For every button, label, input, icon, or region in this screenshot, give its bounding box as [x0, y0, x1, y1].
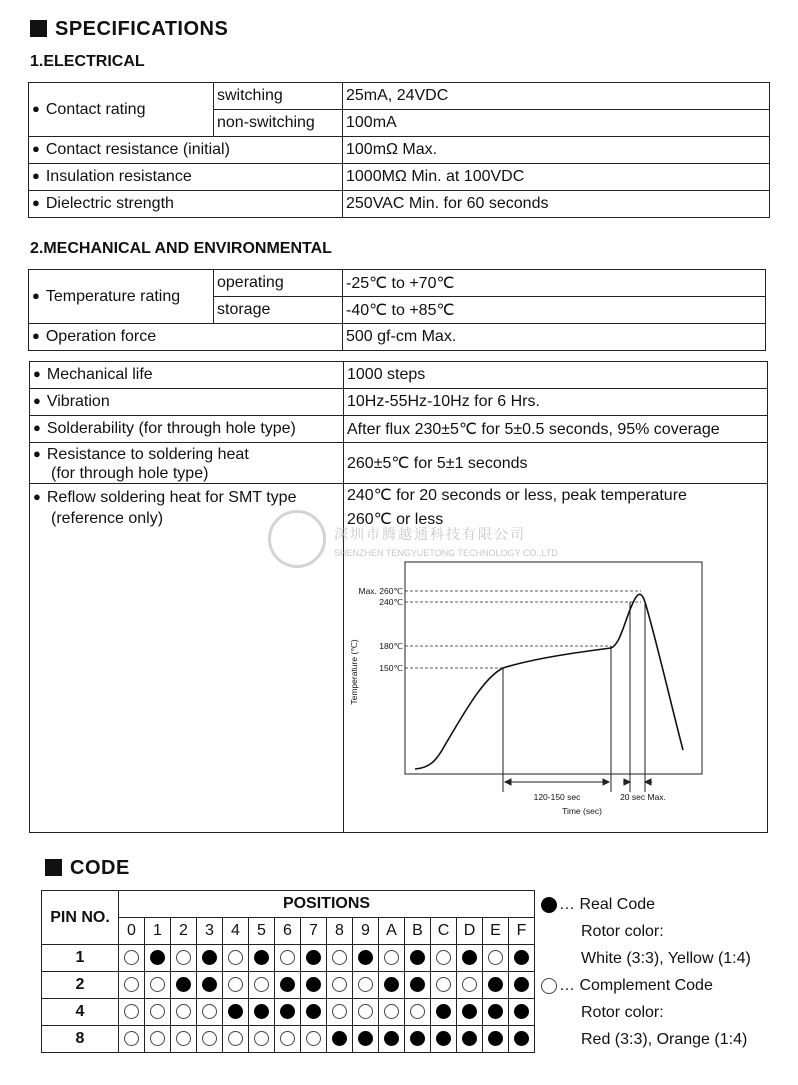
code-cell: [353, 1026, 379, 1053]
position-header: D: [457, 918, 483, 945]
open-dot-icon: [124, 977, 139, 992]
code-cell: [457, 945, 483, 972]
page-title: [30, 18, 228, 41]
code-cell: [171, 999, 197, 1026]
filled-dot-icon: [488, 1004, 503, 1019]
code-cell: [249, 1026, 275, 1053]
open-dot-icon: [306, 1031, 321, 1046]
code-cell: [171, 972, 197, 999]
filled-dot-icon: [436, 1031, 451, 1046]
code-cell: [301, 945, 327, 972]
code-cell: [301, 999, 327, 1026]
filled-dot-icon: [410, 977, 425, 992]
square-bullet-icon: [45, 859, 62, 876]
filled-dot-icon: [306, 950, 321, 965]
mechanical-life-label: ● Mechanical life: [30, 362, 344, 389]
filled-dot-icon: [541, 897, 557, 913]
code-cell: [249, 945, 275, 972]
legend-colors1: White (3:3), Yellow (1:4): [581, 950, 751, 967]
code-cell: [197, 1026, 223, 1053]
legend-rotor1: Rotor color:: [581, 923, 664, 940]
code-cell: [223, 972, 249, 999]
mechanical-table-1: [28, 269, 766, 351]
dielectric-label: ● Dielectric strength: [29, 191, 343, 218]
reflow-profile-chart: [345, 560, 705, 822]
filled-dot-icon: [384, 977, 399, 992]
pin-number: 1: [42, 945, 119, 972]
position-header: 5: [249, 918, 275, 945]
code-cell: [431, 972, 457, 999]
code-cell: [301, 972, 327, 999]
solderability-value: After flux 230±5℃ for 5±0.5 seconds, 95% coverage: [344, 416, 768, 443]
filled-dot-icon: [514, 1004, 529, 1019]
resistance-heat-label: [30, 443, 344, 484]
reflow-value-line1: 240℃ for 20 seconds or less, peak temperature: [347, 487, 687, 504]
storage-label: storage: [214, 297, 343, 324]
filled-dot-icon: [358, 1031, 373, 1046]
code-cell: [431, 945, 457, 972]
open-dot-icon: [150, 1031, 165, 1046]
open-dot-icon: [254, 1031, 269, 1046]
switching-value: 25mA, 24VDC: [343, 83, 770, 110]
code-cell: [119, 1026, 145, 1053]
open-dot-icon: [280, 950, 295, 965]
code-cell: [353, 999, 379, 1026]
arrow-soak-right: [603, 779, 609, 785]
filled-dot-icon: [280, 977, 295, 992]
annotation-soak: 120-150 sec: [533, 792, 581, 802]
code-cell: [327, 945, 353, 972]
code-cell: [327, 972, 353, 999]
filled-dot-icon: [436, 1004, 451, 1019]
filled-dot-icon: [228, 1004, 243, 1019]
pin-number: 4: [42, 999, 119, 1026]
tick-240: 240℃: [379, 597, 403, 607]
position-header: 7: [301, 918, 327, 945]
code-title-text: CODE: [70, 857, 130, 879]
watermark-cn: 深圳市腾越通科技有限公司: [334, 526, 526, 542]
open-dot-icon: [358, 977, 373, 992]
code-cell: [197, 972, 223, 999]
code-cell: [171, 1026, 197, 1053]
arrow-peak-right: [645, 779, 651, 785]
position-header: B: [405, 918, 431, 945]
code-row: [42, 999, 535, 1026]
position-header: 1: [145, 918, 171, 945]
open-dot-icon: [436, 977, 451, 992]
code-cell: [119, 945, 145, 972]
resistance-heat-line1: ● Resistance to soldering heat: [33, 446, 249, 463]
code-cell: [379, 945, 405, 972]
code-row: [42, 1026, 535, 1053]
open-dot-icon: [176, 950, 191, 965]
open-dot-icon: [228, 1031, 243, 1046]
code-cell: [197, 945, 223, 972]
pin-number: 8: [42, 1026, 119, 1053]
mechanical-life-value: 1000 steps: [344, 362, 768, 389]
code-cell: [275, 1026, 301, 1053]
code-cell: [119, 999, 145, 1026]
code-cell: [457, 999, 483, 1026]
open-dot-icon: [384, 950, 399, 965]
filled-dot-icon: [358, 950, 373, 965]
legend-real: [541, 896, 655, 914]
filled-dot-icon: [306, 977, 321, 992]
open-dot-icon: [384, 1004, 399, 1019]
code-cell: [353, 945, 379, 972]
resistance-heat-line2: (for through hole type): [51, 464, 209, 482]
filled-dot-icon: [306, 1004, 321, 1019]
code-cell: [483, 999, 509, 1026]
open-dot-icon: [332, 977, 347, 992]
code-cell: [275, 972, 301, 999]
legend-rotor2: Rotor color:: [581, 1004, 664, 1021]
code-cell: [301, 1026, 327, 1053]
code-cell: [171, 945, 197, 972]
operating-value: -25℃ to +70℃: [343, 270, 766, 297]
open-dot-icon: [462, 977, 477, 992]
code-cell: [457, 1026, 483, 1053]
code-cell: [145, 1026, 171, 1053]
filled-dot-icon: [462, 950, 477, 965]
company-logo-icon: [268, 510, 326, 568]
code-cell: [379, 1026, 405, 1053]
code-cell: [431, 999, 457, 1026]
annotation-peak: 20 sec Max.: [620, 792, 666, 802]
position-header: E: [483, 918, 509, 945]
code-cell: [509, 1026, 535, 1053]
open-dot-icon: [202, 1004, 217, 1019]
open-dot-icon: [332, 1004, 347, 1019]
legend-colors2: Red (3:3), Orange (1:4): [581, 1031, 748, 1048]
time-markers: [503, 602, 645, 792]
resistance-heat-value: 260±5℃ for 5±1 seconds: [344, 443, 768, 484]
code-cell: [483, 1026, 509, 1053]
position-header: 4: [223, 918, 249, 945]
position-header: F: [509, 918, 535, 945]
operation-force-value: 500 gf-cm Max.: [343, 324, 766, 351]
pin-header: PIN NO.: [42, 891, 119, 945]
filled-dot-icon: [384, 1031, 399, 1046]
reflow-value-line2: 260℃ or less: [347, 511, 444, 528]
vibration-label: ● Vibration: [30, 389, 344, 416]
y-axis-label: Temperature (℃): [349, 639, 359, 705]
code-cell: [249, 972, 275, 999]
position-header: C: [431, 918, 457, 945]
position-header: 2: [171, 918, 197, 945]
filled-dot-icon: [202, 977, 217, 992]
tick-150: 150℃: [379, 663, 403, 673]
code-cell: [145, 999, 171, 1026]
electrical-table: [28, 82, 770, 218]
tick-180: 180℃: [379, 641, 403, 651]
watermark-en: SHENZHEN TENGYUETONG TECHNOLOGY CO.,LTD: [334, 548, 558, 558]
code-cell: [275, 999, 301, 1026]
square-bullet-icon: [30, 20, 47, 37]
reflow-line1: ● Reflow soldering heat for SMT type: [33, 489, 296, 506]
filled-dot-icon: [462, 1031, 477, 1046]
positions-header: POSITIONS: [119, 891, 535, 918]
tick-260: Max. 260℃: [358, 586, 403, 596]
contact-rating-label: ● Contact rating: [29, 83, 214, 137]
filled-dot-icon: [280, 1004, 295, 1019]
code-title: [45, 857, 130, 880]
storage-value: -40℃ to +85℃: [343, 297, 766, 324]
open-dot-icon: [228, 977, 243, 992]
code-cell: [275, 945, 301, 972]
code-cell: [431, 1026, 457, 1053]
operation-force-label: ● Operation force: [29, 324, 343, 351]
open-dot-icon: [254, 977, 269, 992]
dielectric-value: 250VAC Min. for 60 seconds: [343, 191, 770, 218]
open-dot-icon: [176, 1031, 191, 1046]
code-cell: [457, 972, 483, 999]
code-cell: [327, 1026, 353, 1053]
filled-dot-icon: [488, 977, 503, 992]
filled-dot-icon: [332, 1031, 347, 1046]
code-cell: [145, 945, 171, 972]
code-cell: [483, 945, 509, 972]
non-switching-value: 100mA: [343, 110, 770, 137]
open-dot-icon: [124, 950, 139, 965]
filled-dot-icon: [488, 1031, 503, 1046]
filled-dot-icon: [462, 1004, 477, 1019]
contact-resistance-label: ● Contact resistance (initial): [29, 137, 343, 164]
section-electrical: 1.ELECTRICAL: [30, 53, 145, 70]
filled-dot-icon: [514, 977, 529, 992]
arrow-peak-left: [624, 779, 630, 785]
code-cell: [509, 972, 535, 999]
position-header: 0: [119, 918, 145, 945]
legend-complement: [541, 977, 713, 995]
filled-dot-icon: [254, 1004, 269, 1019]
open-dot-icon: [124, 1031, 139, 1046]
temperature-curve: [415, 594, 683, 769]
filled-dot-icon: [514, 1031, 529, 1046]
code-row: [42, 945, 535, 972]
open-dot-icon: [228, 950, 243, 965]
title-text: SPECIFICATIONS: [55, 18, 229, 40]
position-header: 9: [353, 918, 379, 945]
open-dot-icon: [150, 1004, 165, 1019]
temperature-rating-label: ● Temperature rating: [29, 270, 214, 324]
filled-dot-icon: [514, 950, 529, 965]
code-cell: [405, 1026, 431, 1053]
code-cell: [223, 999, 249, 1026]
code-cell: [483, 972, 509, 999]
pin-number: 2: [42, 972, 119, 999]
position-header: 6: [275, 918, 301, 945]
filled-dot-icon: [202, 950, 217, 965]
switching-label: switching: [214, 83, 343, 110]
non-switching-label: non-switching: [214, 110, 343, 137]
legend-complement-text: … Complement Code: [559, 977, 713, 994]
open-dot-icon: [488, 950, 503, 965]
open-dot-icon: [150, 977, 165, 992]
x-axis-label: Time (sec): [562, 806, 602, 816]
code-cell: [249, 999, 275, 1026]
open-dot-icon: [202, 1031, 217, 1046]
code-cell: [145, 972, 171, 999]
code-cell: [509, 999, 535, 1026]
code-table: [41, 890, 535, 1053]
position-header: 8: [327, 918, 353, 945]
code-cell: [223, 1026, 249, 1053]
open-dot-icon: [280, 1031, 295, 1046]
operating-label: operating: [214, 270, 343, 297]
open-dot-icon: [176, 1004, 191, 1019]
reflow-line2: (reference only): [51, 510, 164, 527]
code-cell: [405, 945, 431, 972]
code-cell: [223, 945, 249, 972]
filled-dot-icon: [150, 950, 165, 965]
code-cell: [405, 999, 431, 1026]
chart-frame: [405, 562, 702, 774]
filled-dot-icon: [410, 1031, 425, 1046]
contact-resistance-value: 100mΩ Max.: [343, 137, 770, 164]
open-dot-icon: [541, 978, 557, 994]
code-cell: [509, 945, 535, 972]
vibration-value: 10Hz-55Hz-10Hz for 6 Hrs.: [344, 389, 768, 416]
open-dot-icon: [410, 1004, 425, 1019]
open-dot-icon: [124, 1004, 139, 1019]
arrow-soak-left: [505, 779, 511, 785]
position-header: A: [379, 918, 405, 945]
filled-dot-icon: [176, 977, 191, 992]
insulation-value: 1000MΩ Min. at 100VDC: [343, 164, 770, 191]
code-cell: [379, 972, 405, 999]
code-cell: [197, 999, 223, 1026]
reference-lines: [405, 591, 641, 668]
code-row: [42, 972, 535, 999]
code-cell: [405, 972, 431, 999]
filled-dot-icon: [254, 950, 269, 965]
open-dot-icon: [332, 950, 347, 965]
code-cell: [327, 999, 353, 1026]
position-header: 3: [197, 918, 223, 945]
insulation-label: ● Insulation resistance: [29, 164, 343, 191]
section-mechanical: 2.MECHANICAL AND ENVIRONMENTAL: [30, 240, 332, 257]
code-cell: [379, 999, 405, 1026]
solderability-label: ● Solderability (for through hole type): [30, 416, 344, 443]
legend-real-text: … Real Code: [559, 896, 656, 913]
open-dot-icon: [436, 950, 451, 965]
code-cell: [119, 972, 145, 999]
open-dot-icon: [358, 1004, 373, 1019]
filled-dot-icon: [410, 950, 425, 965]
code-cell: [353, 972, 379, 999]
